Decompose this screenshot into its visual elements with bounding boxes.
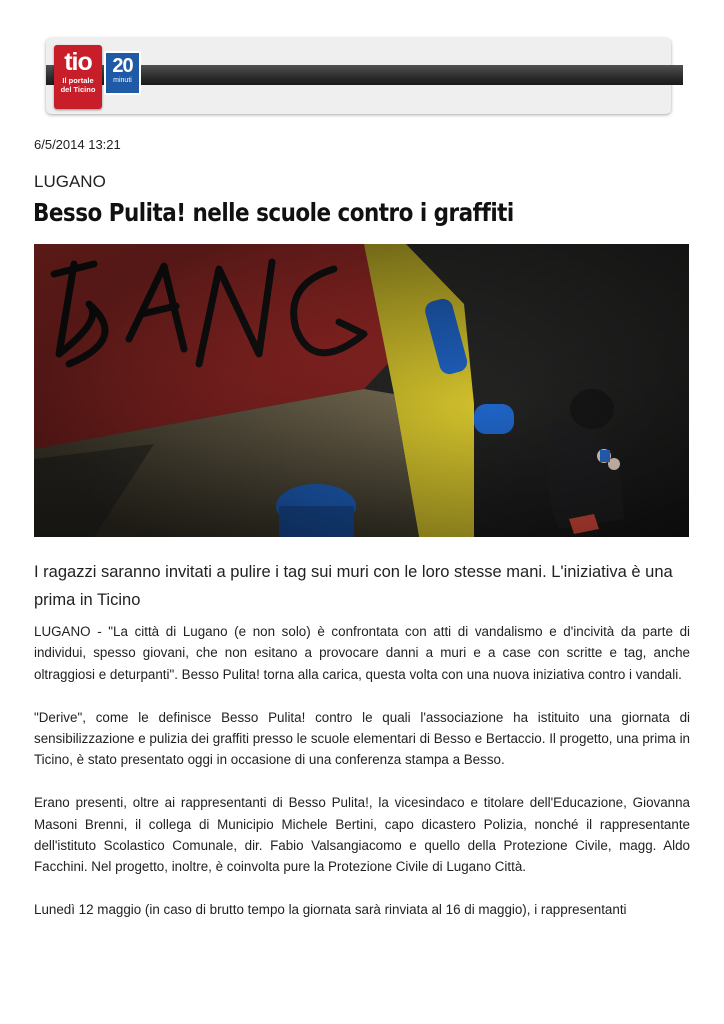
article-subtitle: I ragazzi saranno invitati a pulire i tag sui muri con le loro stesse mani. L'iniziativa è una prima in Ticino bbox=[34, 563, 673, 609]
article-datetime: 6/5/2014 13:21 bbox=[34, 137, 121, 152]
masthead-bar bbox=[46, 65, 683, 85]
logo-tagline-line2: del Ticino bbox=[60, 85, 96, 94]
article-body bbox=[34, 621, 690, 942]
article-photo bbox=[34, 244, 689, 537]
logo-main-text: tio bbox=[64, 48, 92, 76]
article-title: Besso Pulita! nelle scuole contro i graffiti bbox=[33, 198, 514, 227]
paragraph: LUGANO - "La città di Lugano (e non solo) è confrontata con atti di vandalismo e d'incività da parte di individui, spesso giovani, che non esitano a provocare danni a muri e a case con scritte e tag, anche oltraggiosi e deturpanti". Besso Pulita! torna alla carica, questa volta con una nuova iniziativa contro i vandali. bbox=[34, 624, 690, 682]
tio-logo[interactable] bbox=[54, 45, 102, 109]
logo-badge-word: minuti bbox=[113, 77, 132, 84]
masthead bbox=[46, 38, 671, 114]
paragraph: "Derive", come le definisce Besso Pulita! contro le quali l'associazione ha istituito una giornata di sensibilizzazione e pulizia dei graffiti presso le scuole elementari di Besso e Bertaccio. Il progetto, una prima in Ticino, è stato presentato oggi in occasione di una conferenza stampa a Besso. bbox=[34, 709, 690, 768]
article-location: LUGANO bbox=[34, 172, 106, 191]
paragraph: Lunedì 12 maggio (in caso di brutto tempo la giornata sarà rinviata al 16 di maggio), i rappresentanti bbox=[34, 902, 627, 918]
logo-badge-number: 20 bbox=[112, 55, 133, 77]
paragraph: Erano presenti, oltre ai rappresentanti di Besso Pulita!, la vicesindaco e titolare dell'Educazione, Giovanna Masoni Brenni, il collega di Municipio Michele Bertini, capo dicastero Polizia, nonché il rappresentante dell'istituto Scolastico Comunale, dir. Fabio Valsangiacomo e quello della Protezione Civile, magg. Aldo Facchini. Nel progetto, inoltre, è coinvolta pure la Protezione Civile di Lugano Città. bbox=[34, 795, 690, 875]
logo-tagline-line1: Il portale bbox=[62, 76, 94, 85]
20-minuti-logo[interactable] bbox=[104, 51, 141, 95]
